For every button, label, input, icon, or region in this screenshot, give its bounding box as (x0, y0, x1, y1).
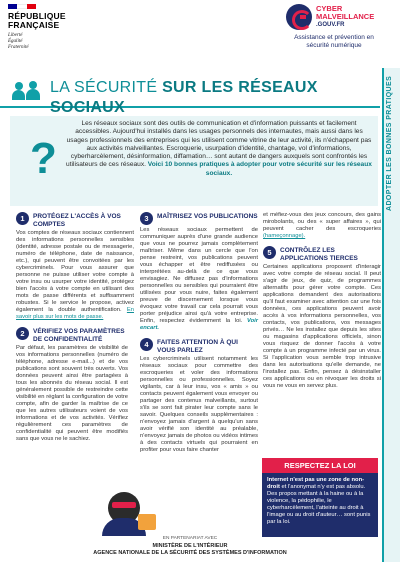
section-4-continued-text: et méfiez-vous des jeux concours, des gains mirobolants, ou des « super affaires », qui peuvent cacher des escroqueries (263, 212, 381, 232)
french-flag-icon (8, 4, 36, 9)
passwords-link[interactable]: En savoir plus sur les mots de passe. (16, 307, 134, 320)
header (0, 0, 400, 64)
phishing-link[interactable]: (hameçonnage). (263, 233, 306, 239)
agency-name: AGENCE NATIONALE DE LA SÉCURITÉ DES SYSTÈMES D'INFORMATION (93, 550, 287, 556)
section-1-body (16, 230, 134, 321)
column-2 (140, 212, 258, 460)
page-title (50, 78, 380, 118)
respect-law-box (262, 458, 378, 538)
gouv-word: .GOUV.FR (316, 22, 345, 28)
respect-law-text: et l'anonymat n'y est pas absolu. Des propos mettant à la haine ou à la violence, la pédophilie, le cyberharcèlement, l'atteinte au droit à l'image ou au droit d'auteur… sont punis par la loi. (267, 484, 371, 525)
cybermalveillance-tagline: Assistance et prévention en sécurité numérique (294, 34, 374, 49)
section-1-text: Vos comptes de réseaux sociaux contiennent des informations personnelles sensibles (identité, adresse postale ou de messagerie, numéro de téléphone, date de naissance, etc.), qui peuvent être convoitées par les cybercriminels. Pour vous assurer que personne ne puisse utiliser votre compte à votre insu ou usurper votre identité, protégez bien l'accès à votre compte en utilisant des mots de passe différents et suffisamment robustes. Si le service le propose, activez également la double authentification. (16, 230, 134, 313)
column-1 (16, 212, 134, 449)
motto-fraternite: Fraternité (8, 45, 29, 50)
cybermalveillance-badge-icon (286, 4, 312, 30)
title-prefix: LA SÉCURITÉ (50, 79, 163, 96)
section-2-title: VÉRIFIEZ VOS PARAMÈTRES DE CONFIDENTIALITÉ (33, 328, 125, 343)
cybermalveillance-logo (286, 4, 396, 49)
motto-egalite: Égalité (8, 39, 23, 44)
ministry-name: MINISTÈRE DE L'INTÉRIEUR (152, 543, 228, 549)
section-5-title: CONTRÔLEZ LES APPLICATIONS TIERCES (280, 247, 358, 262)
republique-title (8, 12, 78, 30)
section-4-title: FAITES ATTENTION À QUI VOUS PARLEZ (157, 339, 238, 354)
intro-paragraph: Les réseaux sociaux sont des outils de communication et d'information puissants et facilement accessibles. Aujourd'hui installés dans les usages personnels des internautes, mais aussi dans les usages professionnels des entreprises qui les utilisent comme vitrine de leur activité, ils n'échappent pas aux activités malveillantes. Escroquerie, usurpation d'identité, chantage, vol d'informations, cyberharcèlement, désinformation, diffamation… sont autant de dangers auxquels sont confrontés les utilisateurs de ces réseaux. (66, 120, 372, 169)
section-2-body (16, 345, 134, 443)
intro-box (10, 116, 378, 206)
malveillance-word: MALVEILLANCE (316, 12, 375, 21)
people-icon (12, 78, 42, 100)
section-5-text: Certaines applications proposent d'interagir avec votre compte de réseau social. Il peut s'agir de jeux, de quiz, de programmes alternatifs pour gérer votre compte. Ces applications demandent des autorisations qu'il faut examiner avec attention car une fois données, ces applications peuvent avoir accès à vos informations personnelles, vos contacts, vos publications, vos messages privés… Ne les installez que depuis les sites ou magasins d'applications officiels, sinon vous risquez de donner l'accès à votre compte à un programme infecté par un virus. Si l'application vous semble trop intrusive dans les autorisations qu'elle demande, ne l'installez pas. Enfin, pensez à désinstaller ces applications ou en révoquer les droits si vous ne vous en servez plus. (263, 264, 381, 389)
section-4-body (140, 356, 258, 454)
section-number: 4 (140, 338, 153, 351)
side-banner (382, 68, 400, 562)
respect-law-bold: Internet n'est pas une zone de non-droit (267, 477, 365, 490)
column-3 (263, 212, 381, 396)
section-2-header (16, 327, 134, 343)
question-mark-icon: ? (30, 134, 57, 183)
motto-liberte: Liberté (8, 33, 23, 38)
laptop-illustration (138, 514, 156, 530)
footer (0, 536, 380, 562)
section-1-header (16, 212, 134, 228)
republique-line-2: FRANÇAISE (8, 20, 60, 30)
section-number: 2 (16, 327, 29, 340)
section-number: 5 (263, 246, 276, 259)
section-number: 1 (16, 212, 29, 225)
section-3-header (140, 212, 258, 225)
section-3-title: MAÎTRISEZ VOS PUBLICATIONS (157, 213, 258, 220)
side-banner-text: ADOPTER LES BONNES PRATIQUES (386, 76, 393, 212)
section-number: 3 (140, 212, 153, 225)
respect-law-body (262, 473, 378, 537)
section-4-header (140, 338, 258, 354)
intro-highlight: Voici 10 bonnes pratiques à adopter pour votre sécurité sur les réseaux sociaux. (147, 161, 372, 177)
respect-law-heading: RESPECTEZ LA LOI (262, 458, 378, 473)
republique-line-1: RÉPUBLIQUE (8, 11, 66, 21)
republique-motto (8, 33, 78, 51)
title-bold: SUR LES RÉSEAUX SOCIAUX (50, 79, 318, 116)
cyber-word: CYBER (316, 4, 343, 13)
section-1-title: PROTÉGEZ L'ACCÈS À VOS COMPTES (33, 213, 121, 228)
title-bar (0, 68, 380, 116)
intro-text (64, 120, 374, 178)
section-4-text: Les cybercriminels utilisent notamment les réseaux sociaux pour commettre des escroqueries et voler des informations personnelles ou professionnelles. Soyez vigilants, car à leur insu, vos « amis » ou contacts peuvent également vous envoyer ou partager des contenus malveillants, surtout s'ils se sont fait pirater leur compte sans le savoir. Quelques conseils supplémentaires : n'envoyez jamais d'argent à quelqu'un sans avoir vérifié son identité au préalable, n'envoyez jamais de photos ou vidéos intimes à des contacts virtuels qui pourraient en profiter pour vous faire chanter (140, 356, 258, 453)
section-4-continuation (263, 212, 381, 240)
partner-label: EN PARTENARIAT AVEC (162, 536, 218, 541)
see-insert-link[interactable]: Voir encart. (140, 318, 258, 331)
section-3-body (140, 227, 258, 332)
section-5-header (263, 246, 381, 262)
section-2-text: Par défaut, les paramètres de visibilité de vos informations personnelles (numéro de téléphone, adresse e-mail...) et de vos publications sont souvent très ouverts. Vos données peuvent ainsi être partagées à tous les abonnés du réseau social. Il est généralement possible de restreindre cette visibilité en réglant la configuration de votre compte, afin de garder la maîtrise de ce que les autres utilisateurs voient de vos informations et de vos activités. Vérifiez régulièrement ces paramètres de confidentialité qui peuvent être modifiés sans que vous ne le sachiez. (16, 345, 128, 442)
republique-francaise-logo (8, 4, 78, 51)
section-5-body (263, 264, 381, 390)
cybermalveillance-wordmark (316, 5, 374, 29)
section-3-text: Les réseaux sociaux permettent de communiquer auprès d'une grande audience que vous ne pourrez jamais complètement maîtriser. Même dans un cercle que l'on pense restreint, vos publications peuvent vous échapper et être rediffusées ou interprétées au-delà de ce que vous envisagiez. Ne diffusez pas d'informations personnelles ou sensibles qui pourraient être utilisées pour vous nuire, faites également preuve de discernement lorsque vous évoquez votre travail car cela pourrait vous porter préjudice ainsi qu'à votre entreprise. Enfin, respectez évidemment la loi. (140, 227, 258, 324)
